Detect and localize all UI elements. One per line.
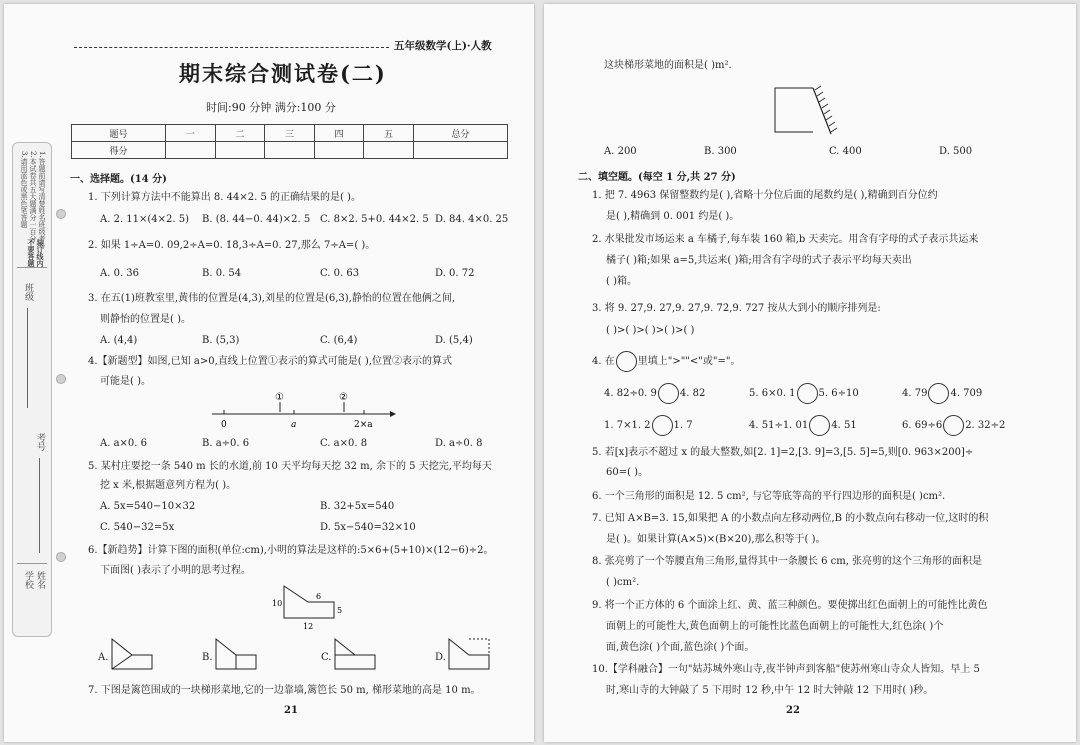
question-stem: 5. 某村庄要挖一条 540 m 长的水道,前 10 天平均每天挖 32 m, 余下的 5 天挖完,平均每天 [88, 461, 492, 472]
id-label: 考号 [35, 433, 45, 451]
question-line: ( )cm². [606, 577, 640, 588]
option[interactable]: A. (4,4) [100, 335, 138, 346]
compare-circle[interactable] [658, 383, 679, 404]
question-line [592, 351, 740, 372]
score-input[interactable] [413, 142, 507, 159]
name-label: 姓名 [35, 571, 45, 589]
option[interactable]: C. 400 [829, 146, 862, 157]
binding-divider [17, 267, 47, 268]
option[interactable]: B. (5,3) [202, 335, 240, 346]
score-cell: 五 [364, 125, 414, 142]
question-line: 时,寒山寺的大钟敲了 5 下用时 12 秒,中午 12 时大钟敲 12 下用时( )秒。 [606, 685, 934, 696]
compare-circle-sample [616, 351, 637, 372]
dim-right: 5 [337, 606, 343, 615]
score-table [71, 124, 508, 159]
page-number: 21 [284, 705, 298, 716]
dim-left: 10 [272, 599, 283, 608]
compare-item: 5. 6×0. 1 5. 6÷10 [749, 383, 859, 404]
label-zero: 0 [221, 420, 227, 430]
class-field[interactable] [27, 308, 28, 408]
option[interactable]: D. 5x−540=32×10 [320, 522, 416, 533]
binding-margin [12, 142, 52, 637]
score-cell: 二 [215, 125, 265, 142]
compare-circle[interactable] [928, 383, 949, 404]
composite-shape [284, 586, 334, 618]
option[interactable]: B. (8. 44−0. 44)×2. 5 [202, 214, 311, 225]
option-figure-a[interactable] [110, 637, 154, 671]
dim-bottom: 12 [303, 622, 314, 631]
score-input[interactable] [314, 142, 364, 159]
left-page [4, 4, 534, 742]
fence [775, 88, 813, 132]
option[interactable]: C. 0. 6̇3̇ [320, 268, 360, 279]
score-input[interactable] [215, 142, 265, 159]
section-heading: 一、选择题。(14 分) [70, 174, 167, 185]
question-stem: 3. 在五(1)班教室里,黄伟的位置是(4,3),刘星的位置是(6,3),静怡的位置在他俩之间, [88, 293, 456, 304]
score-input[interactable] [166, 142, 216, 159]
question-line: 60=( )。 [606, 467, 649, 478]
score-input[interactable] [364, 142, 414, 159]
question-line: ( )箱。 [606, 276, 637, 287]
option-figure-d[interactable] [447, 637, 493, 671]
question-stem: 则静怡的位置是( )。 [100, 314, 191, 325]
question-stem: 1. 下列计算方法中不能算出 8. 44×2. 5 的正确结果的是( )。 [88, 192, 361, 203]
option-figure-b[interactable] [214, 637, 258, 671]
compare-circle[interactable] [652, 415, 673, 436]
school-label: 学校 [23, 571, 33, 589]
score-cell: 三 [265, 125, 315, 142]
question-line: 9. 将一个正方体的 6 个面涂上红、黄、蓝三种颜色。要使掷出红色面朝上的可能性比黄色 [592, 600, 988, 611]
compare-item: 1. 7×1. 2 1. 7 [604, 415, 693, 436]
right-page [544, 4, 1076, 742]
option[interactable]: A. a×0. 6 [100, 438, 148, 449]
question-line: 3. 将 9. 2̇7̇,9. 27,9. 27̇,9. 7̇2̇,9. 7̇27̇ 按从大到小的顺序排列是: [592, 303, 881, 314]
compare-item: 4. 51÷1. 01 4. 51 [749, 415, 857, 436]
question-stem: 2. 如果 1÷A=0. 09̇,2÷A=0. 1̇8̇,3÷A=0. 2̇7̇,那么 7÷A=( )。 [88, 240, 376, 251]
option-label[interactable]: A. [98, 652, 109, 663]
option[interactable]: D. 0. 7̇2̇ [435, 268, 475, 279]
compare-item: 4. 79 4. 7̇09̇ [902, 383, 982, 404]
compare-item: 6. 69÷6 2. 32÷2 [902, 415, 1005, 436]
wall-hatching [815, 86, 837, 132]
score-table-header-row [72, 125, 508, 142]
question-line: 10.【学科融合】一句"姑苏城外寒山寺,夜半钟声到客船"使苏州寒山寺众人皆知。早上 5 [592, 664, 980, 675]
id-field[interactable] [39, 458, 40, 553]
question-line: 橘子( )箱;如果 a=5,共运来( )箱;用含有字母的式子表示平均每天卖出 [606, 255, 912, 266]
option[interactable]: B. 32+5x=540 [320, 501, 395, 512]
question-line: 面,黄色涂( )个面,蓝色涂( )个面。 [606, 642, 755, 653]
question-line: 6. 一个三角形的面积是 12. 5 cm², 与它等底等高的平行四边形的面积是( )cm². [592, 491, 946, 502]
number-line-arrow [390, 411, 396, 417]
compare-item: 4. 82÷0. 9 4. 82 [604, 383, 705, 404]
question-line: 8. 张亮剪了一个等腰直角三角形,量得其中一条腰长 6 cm, 张亮剪的这个三角形的面积是 [592, 556, 983, 567]
trapezoid-figure [266, 582, 346, 632]
question-stem: 可能是( )。 [100, 376, 151, 387]
question-line: 是( )。如果计算(A×5)×(B×20),那么积等于( )。 [606, 534, 826, 545]
question-line: 面朝上的可能性大,黄色面朝上的可能性比蓝色面朝上的可能性大,红色涂( )个 [606, 621, 944, 632]
q4-stem-b: 里填上">""<"或"="。 [637, 356, 741, 367]
compare-circle[interactable] [797, 383, 818, 404]
option-label[interactable]: D. [435, 652, 446, 663]
question-stem: 这块梯形菜地的面积是( )m². [604, 60, 732, 71]
binding-instructions: 1.答题前请写清楚姓名班级考号 2.本试卷共五大题满分一百分 3.请用蓝色或黑色笔答题 [20, 151, 46, 249]
label-2a: 2×a [354, 420, 373, 430]
question-line: 是( ),精确到 0. 001 约是( )。 [606, 211, 740, 222]
option-label[interactable]: B. [202, 652, 213, 663]
option[interactable]: A. 5x=540−10×32 [100, 501, 196, 512]
option[interactable]: A. 2. 11×(4×2. 5) [100, 214, 190, 225]
q4-stem-a: 4. 在 [592, 356, 615, 367]
score-table-score-row [72, 142, 508, 159]
question-line: ( )>( )>( )>( )>( ) [606, 325, 695, 336]
compare-circle[interactable] [809, 415, 830, 436]
page-subtitle: 时间:90 分钟 满分:100 分 [206, 101, 336, 114]
compare-circle[interactable] [943, 415, 964, 436]
class-label: 班级 [23, 283, 33, 301]
header-rule [74, 47, 389, 48]
binding-hole [56, 209, 66, 219]
question-line: 2. 水果批发市场运来 a 车橘子,每车装 160 箱,b 天卖完。用含有字母的式子表示共运来 [592, 234, 979, 245]
section-heading: 二、填空题。(每空 1 分,共 27 分) [578, 172, 736, 183]
option[interactable]: D. 500 [939, 146, 973, 157]
option[interactable]: C. a×0. 8 [320, 438, 368, 449]
question-line: 1. 把 7. 4963 保留整数约是( ),省略十分位后面的尾数约是( ),精确到百分位约 [592, 190, 938, 201]
option[interactable]: C. 8×2. 5+0. 44×2. 5 [320, 214, 429, 225]
option-figure-c[interactable] [333, 637, 377, 671]
option[interactable]: A. 200 [604, 146, 637, 157]
page-number: 22 [786, 705, 800, 716]
option[interactable]: C. 540−32=5x [100, 522, 175, 533]
page-title: 期末综合测试卷(二) [179, 61, 387, 86]
question-stem: 7. 下图是篱笆围成的一块梯形菜地,它的一边靠墙,篱笆长 50 m, 梯形菜地的高是 10 m。 [88, 685, 481, 696]
question-stem: 下面图( )表示了小明的思考过程。 [100, 565, 251, 576]
option[interactable]: D. (5,4) [435, 335, 473, 346]
question-line: 5. 若[x]表示不超过 x 的最大整数,如[2. 1]=2,[3. 9]=3,[5. 5]=5,则[0. 963×200]÷ [592, 447, 974, 458]
score-input[interactable] [265, 142, 315, 159]
marker-1: ① [275, 392, 284, 403]
option[interactable]: B. 300 [704, 146, 737, 157]
option[interactable]: D. a÷0. 8 [435, 438, 483, 449]
dim-top: 6 [316, 592, 322, 601]
label-a: a [291, 420, 297, 430]
binding-hole [56, 374, 66, 384]
option[interactable]: B. a÷0. 6 [202, 438, 250, 449]
question-line: 7. 已知 A×B=3. 15,如果把 A 的小数点向左移动两位,B 的小数点向右移动一位,这时的积 [592, 513, 989, 524]
header-label: 五年级数学(上)·人教 [394, 40, 492, 52]
score-cell: 总分 [413, 125, 507, 142]
trapezoid-garden-figure [769, 82, 849, 142]
option[interactable]: C. (6,4) [320, 335, 358, 346]
binding-divider [17, 563, 47, 564]
score-cell: 四 [314, 125, 364, 142]
question-stem: 挖 x 米,根据题意列方程为( )。 [100, 480, 237, 491]
question-stem: 4.【新题型】如图,已知 a>0,直线上位置①表示的算式可能是( ),位置②表示的算式 [88, 356, 452, 367]
option[interactable]: A. 0. 3̇6̇ [100, 268, 140, 279]
option[interactable]: D. 84. 4×0. 25 [435, 214, 509, 225]
option[interactable]: B. 0. 5̇4̇ [202, 268, 242, 279]
score-cell: 一 [166, 125, 216, 142]
marker-2: ② [339, 392, 348, 403]
binding-hole [56, 552, 66, 562]
number-line-figure [204, 390, 404, 430]
question-stem: 6.【新趋势】计算下图的面积(单位:cm),小明的算法是这样的:5×6+(5+10)×(12−6)÷2。 [88, 545, 494, 556]
score-cell: 题号 [72, 125, 166, 142]
score-cell: 得分 [72, 142, 166, 159]
option-label[interactable]: C. [321, 652, 332, 663]
binding-footer-label: 装订线内不要答题 [27, 239, 45, 267]
